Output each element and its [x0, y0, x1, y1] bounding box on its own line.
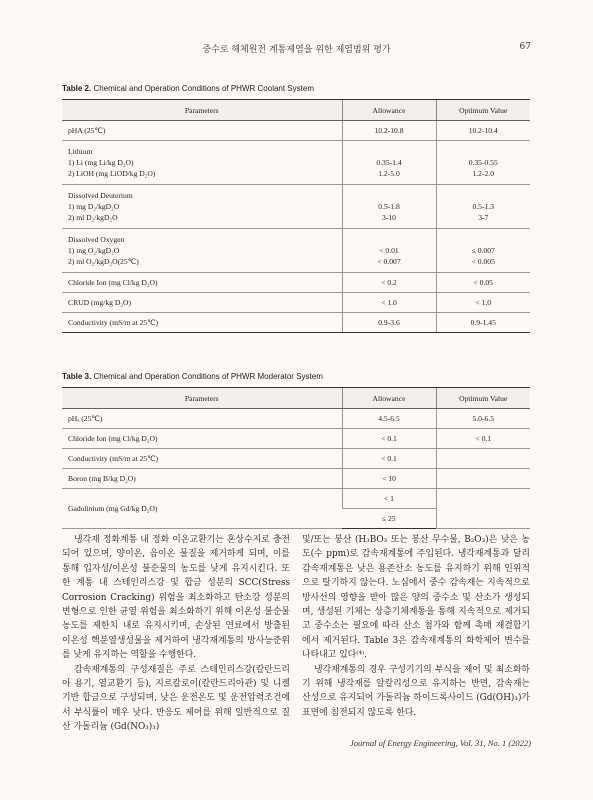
table2-row	[62, 141, 530, 185]
table3-row-gadolinium	[62, 489, 530, 509]
table2-allowance-line: 0.5-1.8	[378, 202, 400, 211]
table2-allowance	[342, 185, 436, 229]
table3-param: Boron (mg B/kg D₂O)	[62, 469, 342, 489]
body-left-paragraph-2: 감속재계통의 구성재질은 주로 스테인리스강(칼란드리아 용기, 열교환기 등), 지르칼로이(칼란드리아관) 및 니켈 기반 합금으로 구성되며, 낮은 운전온도 및 운전압력조건에서 부식률이 매우 낮다. 반응도 제어를 위해 일반적으로 질산 가돌리늄 (Gd(NO₃)₃)	[62, 664, 290, 733]
table3-header-optimum: Optimum Value	[436, 388, 530, 409]
table3-allowance: < 0.1	[342, 449, 436, 469]
table2-allowance	[342, 141, 436, 185]
table3-allowance: < 10	[342, 469, 436, 489]
table3-header-allowance: Allowance	[342, 388, 436, 409]
table3-param-gadolinium: Gadolinium (mg Gd/kg D₂O)	[62, 489, 342, 529]
table2-param-line: pHA (25℃)	[68, 126, 106, 135]
table2-header-optimum: Optimum Value	[436, 100, 530, 121]
table3-optimum: < 0.1	[436, 429, 530, 449]
table2-optimum-line	[443, 234, 525, 245]
table2-optimum-line: 3-7	[478, 213, 489, 222]
table2-param	[62, 273, 342, 293]
table2-optimum-line: 0.5-1.3	[472, 202, 494, 211]
table3-allowance-gadolinium-1: < 1	[342, 489, 436, 509]
table3-row	[62, 409, 530, 429]
table2-param	[62, 185, 342, 229]
table2-allowance-line: 10.2-10.8	[374, 126, 404, 135]
table2-allowance-line: < 0.2	[381, 278, 397, 287]
table2-param-line: 2) LiOH (mg LiOD/kg D₂O)	[68, 169, 156, 178]
table2-allowance	[342, 313, 436, 333]
table2-optimum-line: < 0.005	[471, 257, 495, 266]
table2-body	[62, 121, 530, 333]
table3-param: Conductivity (mS/m at 25℃)	[62, 449, 342, 469]
table2	[62, 99, 530, 333]
table2-optimum	[436, 121, 530, 141]
table2-allowance	[342, 273, 436, 293]
table3-row	[62, 429, 530, 449]
body-left-column	[62, 533, 290, 735]
table3-header-parameters: Parameters	[62, 388, 342, 409]
table2-allowance-line: 0.9-3.6	[378, 318, 400, 327]
table2-param	[62, 141, 342, 185]
table2-param-line: 1) mg D₂/kgD₂O	[68, 202, 120, 211]
table3-param: Chloride Ion (mg Cl/kg D₂O)	[62, 429, 342, 449]
table2-allowance	[342, 229, 436, 273]
table2-optimum-line: 0.35-0.55	[468, 158, 498, 167]
body-left-paragraph-1: 냉각재 정화계통 내 정화 이온교환기는 혼상수지로 충전되어 있으며, 양이온, 음이온 물질을 제거하게 되며, 이를 통해 입자성/이온성 불순물의 농도를 낮게 유지시킨다. 또한 계통 내 스테인리스강 및 합금 성분의 SCC(Stress Corrosion Cracking) 위험을 최소화하고 탄소강 성분의 변형으로 인한 균열 위험을 최소화하기 위해 이온성 불순물 농도를 제한치 내로 유지시키며, 손상된 연료에서 방출된 이온성 핵분열생성물을 제거하여 냉각재계통의 방사능준위를 낮게 유지하는 역할을 수행한다.	[62, 535, 290, 661]
table2-optimum	[436, 185, 530, 229]
table3-caption-text: Chemical and Operation Conditions of PHWR Moderator System	[93, 372, 323, 381]
table2-allowance-line: < 0.007	[377, 257, 401, 266]
table2-allowance-line: < 0.01	[379, 246, 399, 255]
table2-row	[62, 229, 530, 273]
table2-caption-text: Chemical and Operation Conditions of PHWR Coolant System	[93, 84, 314, 93]
table3-caption	[62, 372, 323, 381]
table2-param-line: Chloride Ion (mg Cl/kg D₂O)	[68, 278, 158, 287]
table2-optimum-line	[443, 190, 525, 201]
table3-optimum-gadolinium	[436, 489, 530, 529]
table2-allowance	[342, 293, 436, 313]
table2-optimum-line: < 1.0	[475, 298, 492, 307]
table2-row	[62, 273, 530, 293]
table3-row	[62, 449, 530, 469]
table3-row	[62, 469, 530, 489]
table2-row	[62, 313, 530, 333]
table2-allowance-line: < 1.0	[381, 298, 397, 307]
table2-header-parameters: Parameters	[62, 100, 342, 121]
table2-label: Table 2.	[62, 84, 92, 93]
body-right-paragraph-1: 및/또는 붕산 (H₃BO₃ 또는 붕산 무수물, B₂O₃)은 낮은 농도(수 ppm)로 감속재계통에 주입된다. 냉각재계통과 달리 감속재계통은 낮은 용존산소 농도를 유지하기 위해 인위적으로 탈기하지 않는다. 노심에서 중수 감속재는 지속적으로 방사선의 영향을 받아 많은 양의 중수소 및 산소가 생성되며, 생성된 기체는 상층기체계통을 통해 지속적으로 제거되고 중수소는 필요에 따라 산소 첨가와 함께 촉매 재결합기에서 제거된다. Table 3은 감속재계통의 화학제어 변수를 나타내고 있다⁽⁴⁾.	[302, 535, 530, 661]
table3-optimum	[436, 469, 530, 489]
table2-row	[62, 121, 530, 141]
table2-param	[62, 293, 342, 313]
table2-allowance-line: 3-10	[382, 213, 396, 222]
table2-param-line: 2) ml O₂/kgD₂O(25℃)	[68, 257, 139, 266]
table2-row	[62, 185, 530, 229]
running-header: 중수로 해체원전 계통제염을 위한 제염범위 평가	[202, 45, 391, 55]
table3-allowance: 4.5-6.5	[342, 409, 436, 429]
table2-optimum-line	[443, 146, 525, 157]
table3-header-row	[62, 388, 530, 409]
table3-label: Table 3.	[62, 372, 92, 381]
page-number: 67	[519, 42, 531, 52]
table2-allowance-line	[349, 190, 430, 201]
table3-allowance: < 0.1	[342, 429, 436, 449]
table2-allowance-line: 1.2-5.0	[378, 169, 400, 178]
table2-allowance	[342, 121, 436, 141]
table2-param-line: CRUD (mg/kg D₂O)	[68, 298, 131, 307]
body-right-paragraph-2: 냉각재계통의 경우 구성기기의 부식을 제어 및 최소화하기 위해 냉각재를 알칼리성으로 유지하는 반면, 감속재는 산성으로 유지되어 가돌리늄 하이드록사이드 (Gd(OH)₃)가 표면에 침전되지 않도록 한다.	[302, 664, 530, 718]
table3-param: pHₐ (25℃)	[62, 409, 342, 429]
table2-header-row	[62, 100, 530, 121]
table2-optimum-line: 1.2-2.0	[472, 169, 494, 178]
table2-param	[62, 229, 342, 273]
table2-row	[62, 293, 530, 313]
table2-param	[62, 313, 342, 333]
table3-optimum: 5.0-6.5	[436, 409, 530, 429]
table2-param-line: Lithium	[68, 147, 93, 156]
table2-allowance-line	[349, 234, 430, 245]
table3-allowance-gadolinium-2: ≤ 25	[342, 509, 436, 529]
table3	[62, 387, 530, 529]
table2-optimum	[436, 141, 530, 185]
table2-optimum-line: < 0.05	[473, 278, 493, 287]
table2-param-line: 1) mg O₂/kgD₂O	[68, 246, 120, 255]
table2-param-line: 1) Li (mg Li/kg D₂O)	[68, 158, 134, 167]
body-right-column	[302, 533, 530, 720]
table2-optimum	[436, 229, 530, 273]
table2-param-line: Dissolved Oxygen	[68, 235, 125, 244]
journal-footer: Journal of Energy Engineering, Vol. 31, No. 1 (2022)	[350, 738, 531, 748]
table2-header-allowance: Allowance	[342, 100, 436, 121]
table2-allowance-line	[349, 146, 430, 157]
table2-allowance-line: 0.35-1.4	[376, 158, 402, 167]
table2-param-line: 2) ml D₂/kgD₂O	[68, 213, 118, 222]
table2-optimum-line: ≤ 0.007	[471, 246, 495, 255]
table3-optimum	[436, 449, 530, 469]
table3-body	[62, 409, 530, 529]
table2-optimum-line: 10.2-10.4	[468, 126, 498, 135]
table2-param-line: Conductivity (mS/m at 25℃)	[68, 318, 159, 327]
table2-caption	[62, 84, 314, 93]
table2-optimum	[436, 273, 530, 293]
table2-param	[62, 121, 342, 141]
table2-optimum-line: 0.9-1.45	[470, 318, 496, 327]
table2-optimum	[436, 293, 530, 313]
table2-param-line: Dissolved Deuterium	[68, 191, 133, 200]
table2-optimum	[436, 313, 530, 333]
